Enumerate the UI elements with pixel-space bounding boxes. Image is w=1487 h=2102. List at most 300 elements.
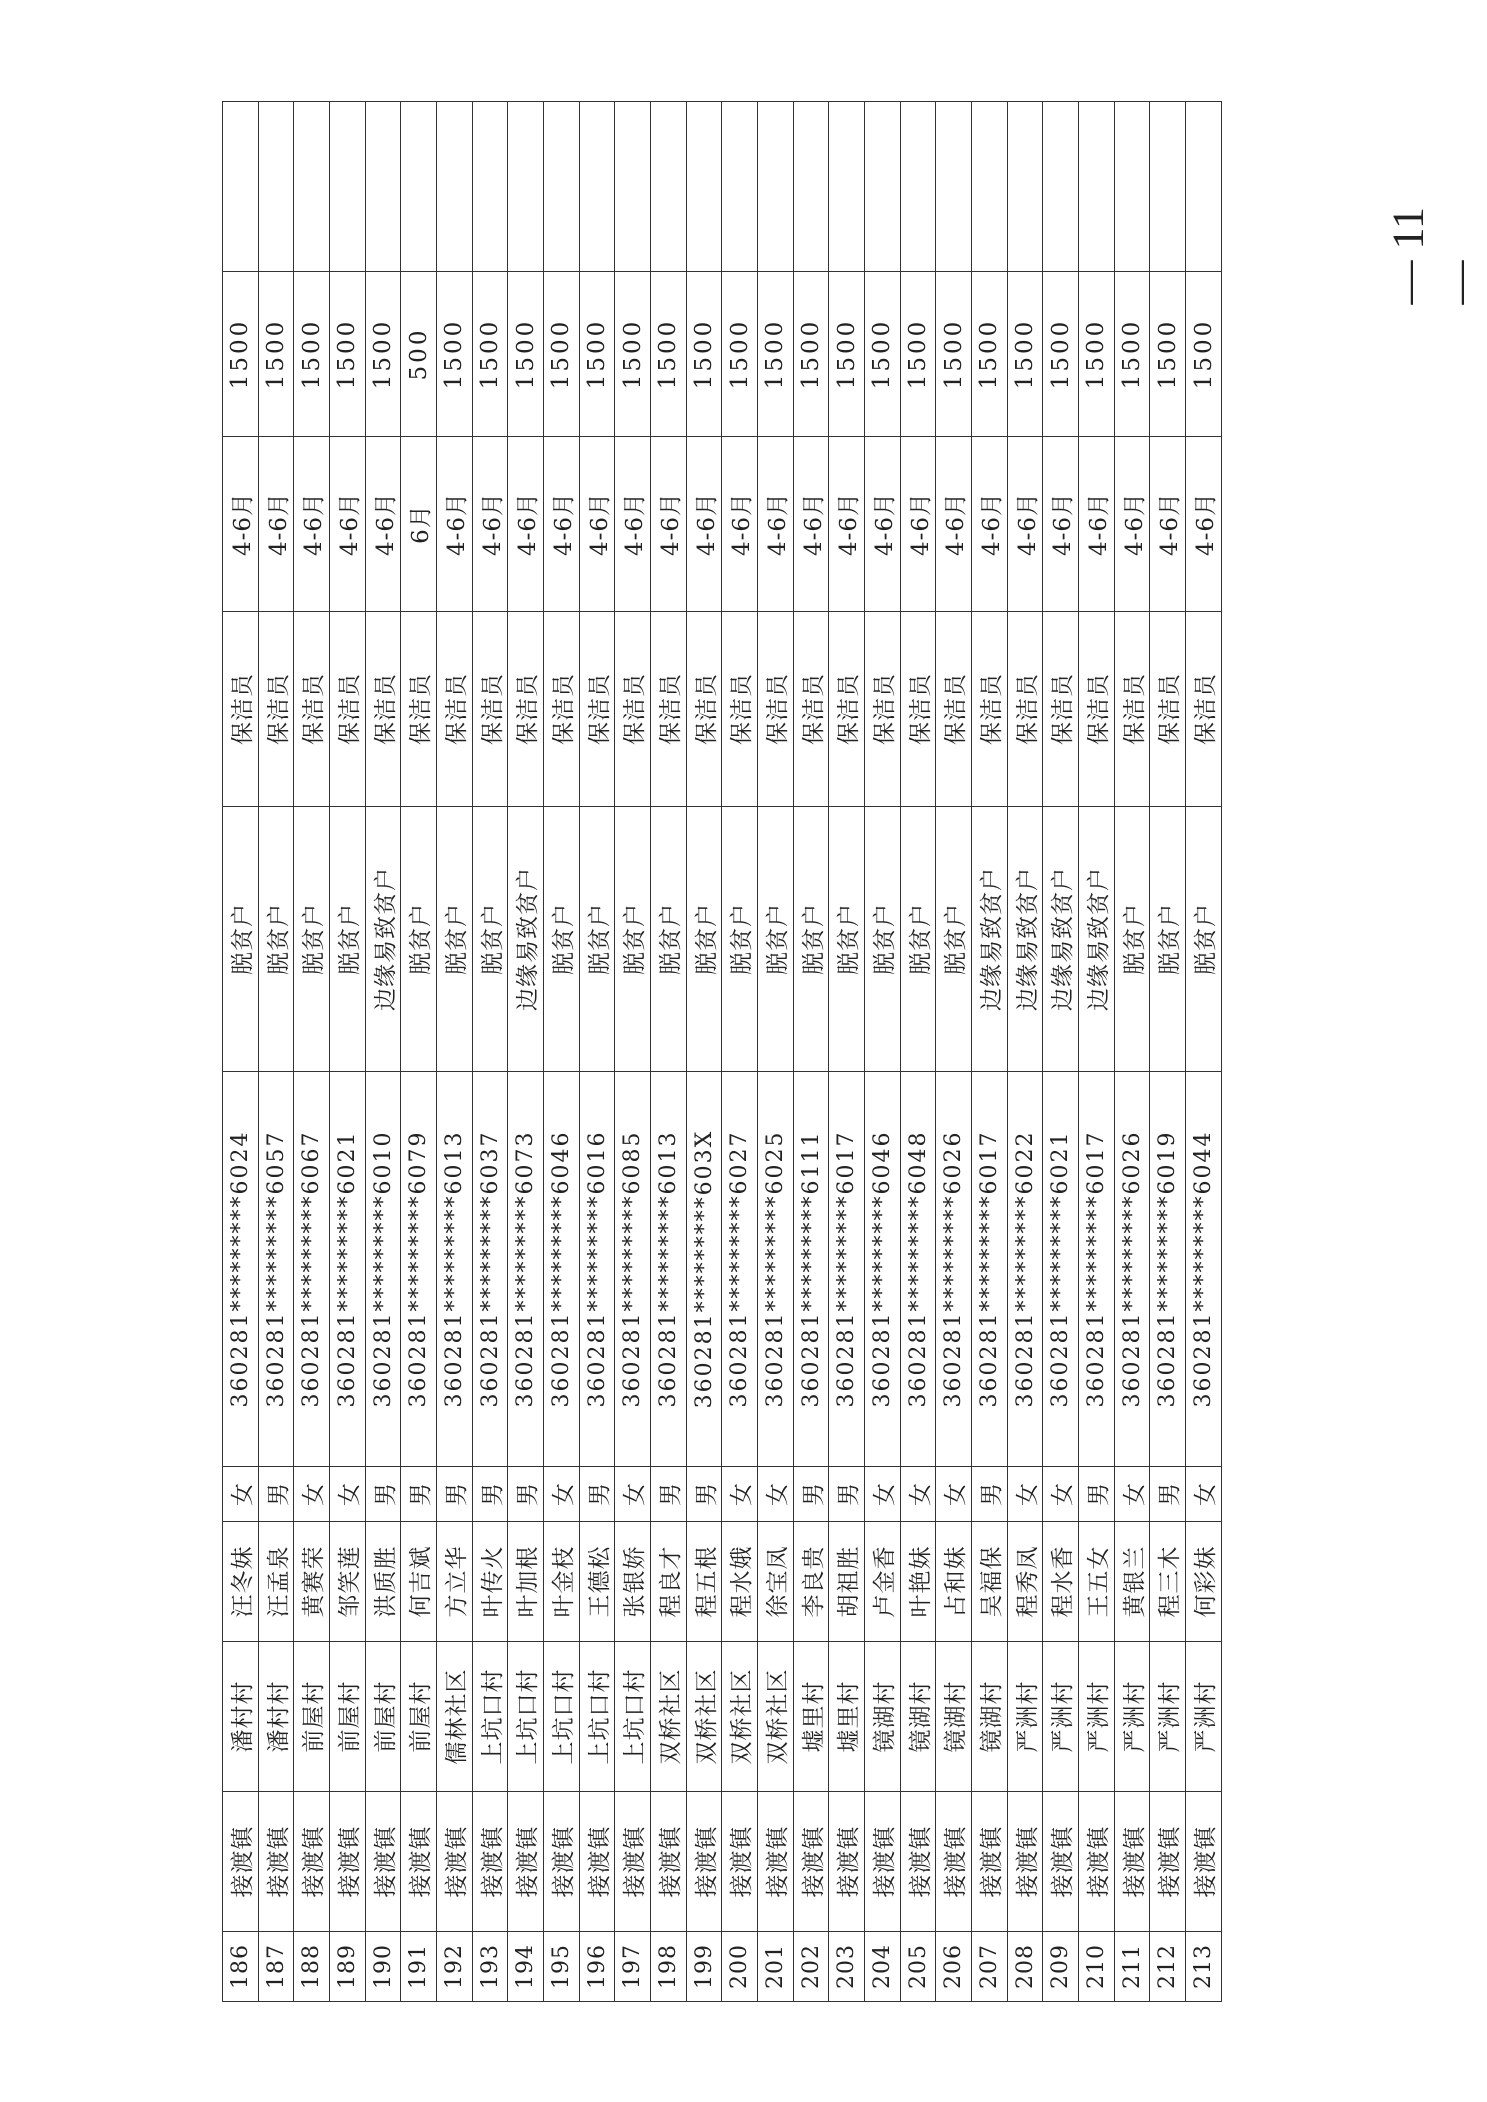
- amount-cell: 1500: [651, 272, 687, 437]
- table-row: [330, 102, 366, 2002]
- category-cell: 脱贫户: [401, 807, 437, 1072]
- row-number: 191: [401, 1932, 437, 2002]
- name-cell: 吴福保: [972, 1522, 1008, 1642]
- name-cell: 胡祖胜: [829, 1522, 865, 1642]
- id-number-cell: 360281*********6013: [651, 1072, 687, 1467]
- job-cell: 保洁员: [1186, 612, 1222, 807]
- remark-cell: [1007, 102, 1043, 272]
- table-row: [437, 102, 473, 2002]
- name-cell: 徐宝凤: [758, 1522, 794, 1642]
- job-cell: 保洁员: [365, 612, 401, 807]
- gender-cell: 男: [365, 1467, 401, 1522]
- row-number: 213: [1186, 1932, 1222, 2002]
- amount-cell: 1500: [936, 272, 972, 437]
- name-cell: 王五女: [1079, 1522, 1115, 1642]
- name-cell: 李良贵: [793, 1522, 829, 1642]
- job-cell: 保洁员: [936, 612, 972, 807]
- name-cell: 王德松: [579, 1522, 615, 1642]
- amount-cell: 1500: [508, 272, 544, 437]
- category-cell: 脱贫户: [258, 807, 294, 1072]
- town-cell: 接渡镇: [258, 1792, 294, 1932]
- remark-cell: [223, 102, 259, 272]
- category-cell: 脱贫户: [472, 807, 508, 1072]
- gender-cell: 女: [1114, 1467, 1150, 1522]
- amount-cell: 1500: [1043, 272, 1079, 437]
- table-row: [722, 102, 758, 2002]
- category-cell: 脱贫户: [223, 807, 259, 1072]
- row-number: 208: [1007, 1932, 1043, 2002]
- town-cell: 接渡镇: [365, 1792, 401, 1932]
- table-row: [472, 102, 508, 2002]
- remark-cell: [544, 102, 580, 272]
- row-number: 197: [615, 1932, 651, 2002]
- id-number-cell: 360281*********6046: [865, 1072, 901, 1467]
- amount-cell: 1500: [615, 272, 651, 437]
- gender-cell: 男: [472, 1467, 508, 1522]
- amount-cell: 1500: [294, 272, 330, 437]
- table-row: [900, 102, 936, 2002]
- town-cell: 接渡镇: [508, 1792, 544, 1932]
- id-number-cell: 360281*********6017: [972, 1072, 1008, 1467]
- amount-cell: 1500: [223, 272, 259, 437]
- table-row: [1007, 102, 1043, 2002]
- amount-cell: 1500: [1186, 272, 1222, 437]
- period-cell: 4-6月: [1186, 437, 1222, 612]
- town-cell: 接渡镇: [294, 1792, 330, 1932]
- row-number: 194: [508, 1932, 544, 2002]
- name-cell: 叶艳妹: [900, 1522, 936, 1642]
- category-cell: 边缘易致贫户: [508, 807, 544, 1072]
- row-number: 205: [900, 1932, 936, 2002]
- town-cell: 接渡镇: [865, 1792, 901, 1932]
- category-cell: 脱贫户: [615, 807, 651, 1072]
- id-number-cell: 360281*********6048: [900, 1072, 936, 1467]
- category-cell: 脱贫户: [294, 807, 330, 1072]
- job-cell: 保洁员: [1114, 612, 1150, 807]
- remark-cell: [758, 102, 794, 272]
- village-cell: 严洲村: [1186, 1642, 1222, 1792]
- row-number: 198: [651, 1932, 687, 2002]
- row-number: 196: [579, 1932, 615, 2002]
- period-cell: 4-6月: [437, 437, 473, 612]
- period-cell: 4-6月: [1007, 437, 1043, 612]
- village-cell: 严洲村: [1114, 1642, 1150, 1792]
- job-cell: 保洁员: [258, 612, 294, 807]
- name-cell: 何彩妹: [1186, 1522, 1222, 1642]
- table-row: [1043, 102, 1079, 2002]
- village-cell: 墟里村: [793, 1642, 829, 1792]
- table-row: [758, 102, 794, 2002]
- amount-cell: 500: [401, 272, 437, 437]
- table-row: [1079, 102, 1115, 2002]
- row-number: 202: [793, 1932, 829, 2002]
- id-number-cell: 360281*********6073: [508, 1072, 544, 1467]
- table-row: [365, 102, 401, 2002]
- row-number: 209: [1043, 1932, 1079, 2002]
- job-cell: 保洁员: [900, 612, 936, 807]
- gender-cell: 女: [223, 1467, 259, 1522]
- table-row: [579, 102, 615, 2002]
- name-cell: 洪质胜: [365, 1522, 401, 1642]
- amount-cell: 1500: [972, 272, 1008, 437]
- amount-cell: 1500: [437, 272, 473, 437]
- amount-cell: 1500: [1007, 272, 1043, 437]
- job-cell: 保洁员: [401, 612, 437, 807]
- remark-cell: [972, 102, 1008, 272]
- amount-cell: 1500: [865, 272, 901, 437]
- name-cell: 叶金枝: [544, 1522, 580, 1642]
- category-cell: 脱贫户: [829, 807, 865, 1072]
- job-cell: 保洁员: [294, 612, 330, 807]
- job-cell: 保洁员: [651, 612, 687, 807]
- roster-table: [222, 101, 1222, 2002]
- gender-cell: 男: [258, 1467, 294, 1522]
- period-cell: 4-6月: [722, 437, 758, 612]
- id-number-cell: 360281*********6019: [1150, 1072, 1186, 1467]
- job-cell: 保洁员: [579, 612, 615, 807]
- amount-cell: 1500: [258, 272, 294, 437]
- gender-cell: 女: [615, 1467, 651, 1522]
- name-cell: 何吉斌: [401, 1522, 437, 1642]
- amount-cell: 1500: [722, 272, 758, 437]
- period-cell: 4-6月: [258, 437, 294, 612]
- id-number-cell: 360281*********6057: [258, 1072, 294, 1467]
- id-number-cell: 360281*********6021: [330, 1072, 366, 1467]
- period-cell: 4-6月: [865, 437, 901, 612]
- village-cell: 镜湖村: [865, 1642, 901, 1792]
- remark-cell: [651, 102, 687, 272]
- remark-cell: [865, 102, 901, 272]
- amount-cell: 1500: [544, 272, 580, 437]
- name-cell: 黄银兰: [1114, 1522, 1150, 1642]
- row-number: 188: [294, 1932, 330, 2002]
- category-cell: 脱贫户: [651, 807, 687, 1072]
- village-cell: 双桥社区: [651, 1642, 687, 1792]
- category-cell: 脱贫户: [722, 807, 758, 1072]
- period-cell: 4-6月: [544, 437, 580, 612]
- id-number-cell: 360281*********6016: [579, 1072, 615, 1467]
- remark-cell: [686, 102, 722, 272]
- village-cell: 上坑口村: [472, 1642, 508, 1792]
- id-number-cell: 360281*********6079: [401, 1072, 437, 1467]
- row-number: 192: [437, 1932, 473, 2002]
- job-cell: 保洁员: [544, 612, 580, 807]
- remark-cell: [900, 102, 936, 272]
- job-cell: 保洁员: [330, 612, 366, 807]
- name-cell: 程水香: [1043, 1522, 1079, 1642]
- village-cell: 镜湖村: [936, 1642, 972, 1792]
- remark-cell: [472, 102, 508, 272]
- remark-cell: [793, 102, 829, 272]
- village-cell: 前屋村: [330, 1642, 366, 1792]
- name-cell: 张银娇: [615, 1522, 651, 1642]
- row-number: 204: [865, 1932, 901, 2002]
- period-cell: 4-6月: [972, 437, 1008, 612]
- period-cell: 4-6月: [1150, 437, 1186, 612]
- page-number: — 11 —: [1383, 207, 1484, 305]
- category-cell: 脱贫户: [793, 807, 829, 1072]
- row-number: 189: [330, 1932, 366, 2002]
- category-cell: 脱贫户: [758, 807, 794, 1072]
- id-number-cell: 360281*********6010: [365, 1072, 401, 1467]
- id-number-cell: 360281*********6024: [223, 1072, 259, 1467]
- name-cell: 黄赛荣: [294, 1522, 330, 1642]
- table-row: [829, 102, 865, 2002]
- village-cell: 上坑口村: [615, 1642, 651, 1792]
- table-row: [1150, 102, 1186, 2002]
- gender-cell: 男: [579, 1467, 615, 1522]
- name-cell: 方立华: [437, 1522, 473, 1642]
- table-row: [508, 102, 544, 2002]
- town-cell: 接渡镇: [1043, 1792, 1079, 1932]
- remark-cell: [722, 102, 758, 272]
- amount-cell: 1500: [793, 272, 829, 437]
- name-cell: 邹笑莲: [330, 1522, 366, 1642]
- village-cell: 严洲村: [1043, 1642, 1079, 1792]
- remark-cell: [936, 102, 972, 272]
- period-cell: 4-6月: [579, 437, 615, 612]
- gender-cell: 女: [900, 1467, 936, 1522]
- remark-cell: [437, 102, 473, 272]
- amount-cell: 1500: [330, 272, 366, 437]
- gender-cell: 女: [722, 1467, 758, 1522]
- row-number: 211: [1114, 1932, 1150, 2002]
- row-number: 190: [365, 1932, 401, 2002]
- row-number: 195: [544, 1932, 580, 2002]
- period-cell: 4-6月: [793, 437, 829, 612]
- table-row: [793, 102, 829, 2002]
- town-cell: 接渡镇: [1007, 1792, 1043, 1932]
- row-number: 193: [472, 1932, 508, 2002]
- town-cell: 接渡镇: [437, 1792, 473, 1932]
- name-cell: 程三木: [1150, 1522, 1186, 1642]
- remark-cell: [1079, 102, 1115, 272]
- town-cell: 接渡镇: [472, 1792, 508, 1932]
- table-row: [686, 102, 722, 2002]
- id-number-cell: 360281*********6027: [722, 1072, 758, 1467]
- village-cell: 前屋村: [365, 1642, 401, 1792]
- village-cell: 上坑口村: [579, 1642, 615, 1792]
- category-cell: 脱贫户: [1150, 807, 1186, 1072]
- village-cell: 上坑口村: [508, 1642, 544, 1792]
- name-cell: 程良才: [651, 1522, 687, 1642]
- id-number-cell: 360281*********6111: [793, 1072, 829, 1467]
- remark-cell: [579, 102, 615, 272]
- town-cell: 接渡镇: [544, 1792, 580, 1932]
- period-cell: 4-6月: [508, 437, 544, 612]
- name-cell: 汪冬妹: [223, 1522, 259, 1642]
- name-cell: 程五根: [686, 1522, 722, 1642]
- job-cell: 保洁员: [508, 612, 544, 807]
- job-cell: 保洁员: [1079, 612, 1115, 807]
- period-cell: 4-6月: [223, 437, 259, 612]
- name-cell: 程秀凤: [1007, 1522, 1043, 1642]
- village-cell: 镜湖村: [900, 1642, 936, 1792]
- id-number-cell: 360281*********603X: [686, 1072, 722, 1467]
- period-cell: 4-6月: [330, 437, 366, 612]
- id-number-cell: 360281*********6022: [1007, 1072, 1043, 1467]
- period-cell: 4-6月: [1079, 437, 1115, 612]
- period-cell: 4-6月: [1043, 437, 1079, 612]
- row-number: 186: [223, 1932, 259, 2002]
- town-cell: 接渡镇: [615, 1792, 651, 1932]
- job-cell: 保洁员: [972, 612, 1008, 807]
- job-cell: 保洁员: [722, 612, 758, 807]
- amount-cell: 1500: [1079, 272, 1115, 437]
- job-cell: 保洁员: [1150, 612, 1186, 807]
- category-cell: 脱贫户: [865, 807, 901, 1072]
- table-row: [544, 102, 580, 2002]
- remark-cell: [508, 102, 544, 272]
- village-cell: 前屋村: [294, 1642, 330, 1792]
- period-cell: 4-6月: [936, 437, 972, 612]
- row-number: 199: [686, 1932, 722, 2002]
- job-cell: 保洁员: [437, 612, 473, 807]
- gender-cell: 女: [936, 1467, 972, 1522]
- remark-cell: [1043, 102, 1079, 272]
- table-row: [972, 102, 1008, 2002]
- name-cell: 汪孟泉: [258, 1522, 294, 1642]
- period-cell: 4-6月: [294, 437, 330, 612]
- town-cell: 接渡镇: [686, 1792, 722, 1932]
- job-cell: 保洁员: [758, 612, 794, 807]
- remark-cell: [258, 102, 294, 272]
- job-cell: 保洁员: [686, 612, 722, 807]
- town-cell: 接渡镇: [579, 1792, 615, 1932]
- table-row: [865, 102, 901, 2002]
- town-cell: 接渡镇: [1186, 1792, 1222, 1932]
- remark-cell: [330, 102, 366, 272]
- period-cell: 4-6月: [758, 437, 794, 612]
- table-row: [294, 102, 330, 2002]
- job-cell: 保洁员: [1007, 612, 1043, 807]
- category-cell: 脱贫户: [900, 807, 936, 1072]
- gender-cell: 男: [1079, 1467, 1115, 1522]
- job-cell: 保洁员: [615, 612, 651, 807]
- period-cell: 4-6月: [1114, 437, 1150, 612]
- period-cell: 4-6月: [472, 437, 508, 612]
- town-cell: 接渡镇: [793, 1792, 829, 1932]
- town-cell: 接渡镇: [758, 1792, 794, 1932]
- village-cell: 上坑口村: [544, 1642, 580, 1792]
- village-cell: 潘村村: [258, 1642, 294, 1792]
- period-cell: 4-6月: [686, 437, 722, 612]
- id-number-cell: 360281*********6026: [936, 1072, 972, 1467]
- row-number: 200: [722, 1932, 758, 2002]
- town-cell: 接渡镇: [401, 1792, 437, 1932]
- gender-cell: 女: [1043, 1467, 1079, 1522]
- name-cell: 叶传火: [472, 1522, 508, 1642]
- amount-cell: 1500: [758, 272, 794, 437]
- table-row: [1186, 102, 1222, 2002]
- village-cell: 双桥社区: [758, 1642, 794, 1792]
- village-cell: 儒林社区: [437, 1642, 473, 1792]
- row-number: 207: [972, 1932, 1008, 2002]
- category-cell: 脱贫户: [544, 807, 580, 1072]
- amount-cell: 1500: [686, 272, 722, 437]
- town-cell: 接渡镇: [1114, 1792, 1150, 1932]
- category-cell: 边缘易致贫户: [1043, 807, 1079, 1072]
- id-number-cell: 360281*********6026: [1114, 1072, 1150, 1467]
- village-cell: 墟里村: [829, 1642, 865, 1792]
- gender-cell: 男: [437, 1467, 473, 1522]
- id-number-cell: 360281*********6085: [615, 1072, 651, 1467]
- village-cell: 严洲村: [1079, 1642, 1115, 1792]
- remark-cell: [294, 102, 330, 272]
- gender-cell: 女: [1007, 1467, 1043, 1522]
- row-number: 212: [1150, 1932, 1186, 2002]
- village-cell: 严洲村: [1150, 1642, 1186, 1792]
- table-body: [223, 102, 1222, 2002]
- gender-cell: 女: [330, 1467, 366, 1522]
- id-number-cell: 360281*********6037: [472, 1072, 508, 1467]
- town-cell: 接渡镇: [829, 1792, 865, 1932]
- village-cell: 严洲村: [1007, 1642, 1043, 1792]
- remark-cell: [1186, 102, 1222, 272]
- gender-cell: 男: [1150, 1467, 1186, 1522]
- amount-cell: 1500: [579, 272, 615, 437]
- town-cell: 接渡镇: [330, 1792, 366, 1932]
- job-cell: 保洁员: [472, 612, 508, 807]
- table-row: [651, 102, 687, 2002]
- row-number: 203: [829, 1932, 865, 2002]
- remark-cell: [615, 102, 651, 272]
- period-cell: 6月: [401, 437, 437, 612]
- category-cell: 脱贫户: [330, 807, 366, 1072]
- row-number: 206: [936, 1932, 972, 2002]
- category-cell: 脱贫户: [686, 807, 722, 1072]
- name-cell: 叶加根: [508, 1522, 544, 1642]
- name-cell: 卢金香: [865, 1522, 901, 1642]
- period-cell: 4-6月: [651, 437, 687, 612]
- town-cell: 接渡镇: [223, 1792, 259, 1932]
- town-cell: 接渡镇: [722, 1792, 758, 1932]
- table-row: [936, 102, 972, 2002]
- gender-cell: 女: [294, 1467, 330, 1522]
- category-cell: 脱贫户: [1114, 807, 1150, 1072]
- remark-cell: [1114, 102, 1150, 272]
- village-cell: 前屋村: [401, 1642, 437, 1792]
- job-cell: 保洁员: [223, 612, 259, 807]
- job-cell: 保洁员: [1043, 612, 1079, 807]
- amount-cell: 1500: [1150, 272, 1186, 437]
- gender-cell: 女: [544, 1467, 580, 1522]
- town-cell: 接渡镇: [936, 1792, 972, 1932]
- id-number-cell: 360281*********6067: [294, 1072, 330, 1467]
- amount-cell: 1500: [1114, 272, 1150, 437]
- village-cell: 双桥社区: [722, 1642, 758, 1792]
- category-cell: 脱贫户: [936, 807, 972, 1072]
- table-row: [258, 102, 294, 2002]
- remark-cell: [401, 102, 437, 272]
- village-cell: 镜湖村: [972, 1642, 1008, 1792]
- gender-cell: 男: [401, 1467, 437, 1522]
- job-cell: 保洁员: [829, 612, 865, 807]
- id-number-cell: 360281*********6046: [544, 1072, 580, 1467]
- name-cell: 占和妹: [936, 1522, 972, 1642]
- remark-cell: [829, 102, 865, 272]
- remark-cell: [365, 102, 401, 272]
- row-number: 210: [1079, 1932, 1115, 2002]
- category-cell: 脱贫户: [1186, 807, 1222, 1072]
- table-row: [615, 102, 651, 2002]
- village-cell: 潘村村: [223, 1642, 259, 1792]
- period-cell: 4-6月: [615, 437, 651, 612]
- id-number-cell: 360281*********6017: [1079, 1072, 1115, 1467]
- gender-cell: 女: [758, 1467, 794, 1522]
- period-cell: 4-6月: [829, 437, 865, 612]
- job-cell: 保洁员: [865, 612, 901, 807]
